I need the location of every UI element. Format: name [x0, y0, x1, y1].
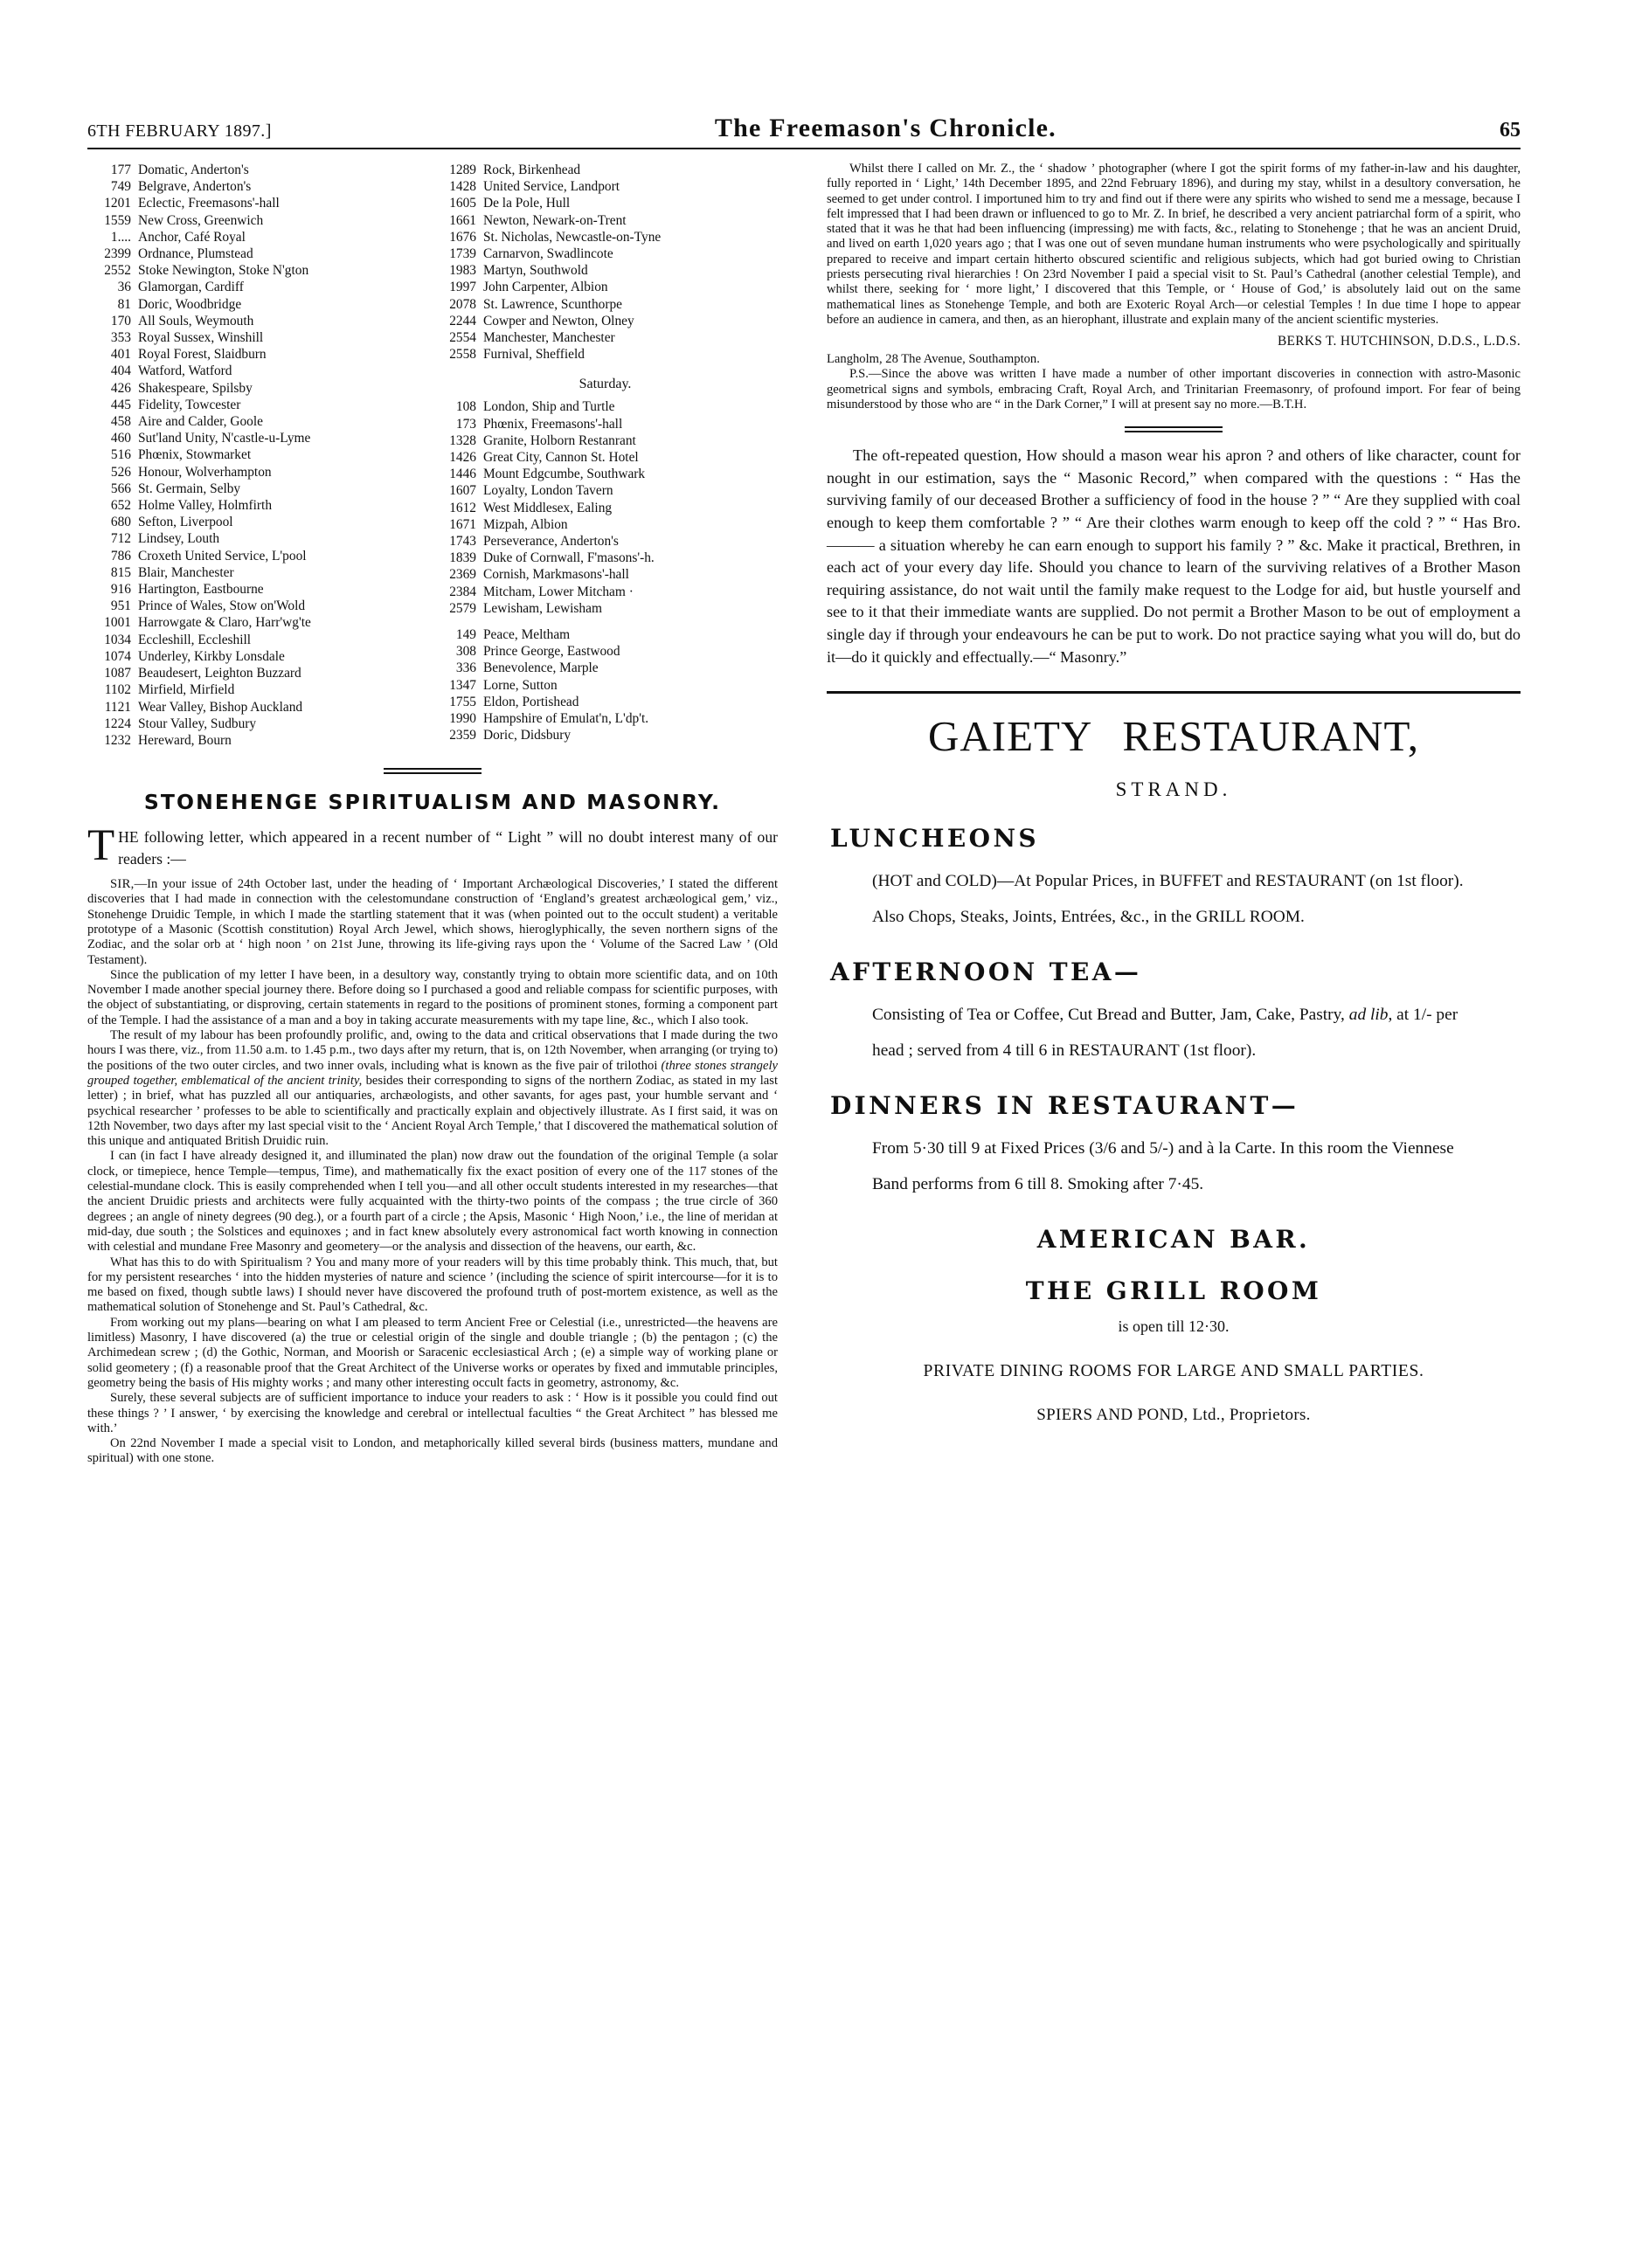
lodge-name: Holme Valley, Holmfirth — [138, 498, 273, 514]
lodge-list-item — [433, 710, 778, 727]
lodge-list-item — [433, 466, 778, 482]
lodge-list-column-two — [433, 162, 778, 749]
lodge-list-item — [433, 533, 778, 550]
letter-paragraph-5: What has this to do with Spiritualism ? You and many more of your readers will by this time probably think. This much, that, but for my persistent researches ‘ into the hidden mysteries of nature and science ’ (including the science of spirit intercourse—for it is to me based on fixed, though subtle laws) I should never have discovered the profound truth of post-mortem existence, as well as the mathematical solution of Stonehenge and St. Paul’s Cathedral, &c. — [87, 1255, 778, 1315]
lodge-number: 177 — [110, 162, 131, 177]
lodge-name: Hartington, Eastbourne — [138, 582, 264, 598]
lodge-name: Shakespeare, Spilsby — [138, 380, 253, 396]
lodge-list-item — [87, 313, 433, 329]
para-3-part-b: besides their corresponding to signs of the northern Zodiac, as stated in my last letter) ; in brief, what has puzzled all our antiquaries, archæologists, and other savants, for ages past, your humble servant and ‘ psychical researcher ’ professes to be able to scientifically and practically explain and objectively illustrate. As I first said, it was on 12th November, two days after my last special visit to the ‘ Ancient Royal Arch Temple,’ that I discovered the mathematical solution of this unique and antiquated British Druidic ruin. — [87, 1073, 778, 1149]
issue-date: 6TH FEBRUARY 1897.] — [87, 121, 272, 141]
lodge-list-item — [433, 262, 778, 279]
lodge-list-item — [433, 643, 778, 660]
header-rule — [87, 148, 1521, 149]
tea-body-b: , at 1/- per head ; served from 4 till 6 in RESTAURANT (1st floor). — [872, 1006, 1458, 1061]
lodge-name: Newton, Newark-on-Trent — [483, 212, 627, 228]
lodge-number: 1743 — [449, 534, 476, 550]
lodge-name: St. Lawrence, Scunthorpe — [483, 296, 622, 312]
letter-paragraph-9: Whilst there I called on Mr. Z., the ‘ shadow ’ photographer (where I got the spirit forms of my father-in-law and his daughter, fully reported in ‘ Light,’ 14th December 1895, and 22nd February 1896), and during my stay, whilst in a desultory conversation, he seemed to get under control. I importuned him to try and find out if there were any spirits who wished to send me a message, because I felt impressed that I had been drawn or influenced to go to Mr. Z. In brief, he described a very ancient patriarchal form of a spirit, who stated that it was he that had been influencing (impressing) me with facts, &c., relating to Stonehenge ; that he was an ancient Druid, and lived on earth 1,020 years ago ; that I was one out of seven mundane human instruments who were psychologically and spiritually prepared to receive and impart certain hitherto obscured scientific and religious subjects, which had got buried owing to Christian priests persecuting rival hierarchies ! On 23rd November I paid a special visit to St. Paul’s Cathedral (another celestial Temple), and whilst there, seeking for ‘ more light,’ I discovered that this Temple, or ‘ House of God,’ is absolutely laid out on the same mathematical lines as Stonehenge Temple, and both are Exoteric Royal Arch—or celestial Temples ! In due time I hope to appear before an audience in camera, and then, as an hierophant, illustrate and explain many of the ancient scientific mysteries. — [827, 162, 1521, 327]
lodge-name: Prince George, Eastwood — [483, 644, 620, 660]
letter-paragraph-6: From working out my plans—bearing on what I am pleased to term Ancient Free or Celestial (i.e., unrestricted—the heavens are limitless) Masonry, I have discovered (a) the true or celestial origin of the single and double triangle ; (b) the pentagon ; (c) the Archimedean screw ; (d) the Gothic, Norman, and Moorish or Saracenic ecclesiastical Arch ; (e) a simple way of working plane or solid geometery ; (f) a reasonable proof that the Great Architect of the Universe works or operates by fixed and immutable principles, geometry being the basis of His mighty works ; and many other interesting occult facts in geometry, astronomy, &c. — [87, 1315, 778, 1390]
lodge-list-item — [87, 212, 433, 229]
lodge-name: Stoke Newington, Stoke N'gton — [138, 263, 309, 279]
lodge-number: 1983 — [449, 263, 476, 279]
lodge-name: Granite, Holborn Restanrant — [483, 432, 636, 448]
lodge-number: 404 — [110, 363, 131, 379]
lodge-name: Wear Valley, Bishop Auckland — [138, 699, 303, 715]
lodge-number: 712 — [110, 531, 131, 547]
letter-signature: BERKS T. HUTCHINSON, D.D.S., L.D.S. — [1277, 334, 1521, 349]
lodge-list-item — [433, 584, 778, 600]
lodge-list-item — [87, 530, 433, 547]
saturday-heading: Saturday. — [579, 377, 632, 392]
newspaper-page — [87, 114, 1521, 1467]
lodge-number: 2554 — [449, 330, 476, 346]
ad-dinners-body: From 5·30 till 9 at Fixed Prices (3/6 and 5/-) and à la Carte. In this room the Viennese Band performs from 6 till 8. Smoking after 7·45. — [872, 1139, 1454, 1194]
lodge-number: 353 — [110, 330, 131, 346]
lodge-name: Sut'land Unity, N'castle-u-Lyme — [138, 431, 311, 446]
lodge-name: Mount Edgcumbe, Southwark — [483, 467, 646, 482]
para-3-italic: (three stones strangely grouped together, emblematical of the ancient trinity, — [87, 1058, 778, 1088]
lodge-list-item — [433, 660, 778, 676]
lodge-number: 1605 — [449, 196, 476, 211]
lodge-name: Doric, Woodbridge — [138, 296, 242, 312]
lodge-name: St. Germain, Selby — [138, 481, 241, 496]
lodge-number: 81 — [117, 296, 131, 312]
lodge-number: 2359 — [449, 728, 476, 743]
lodge-list-item — [433, 212, 778, 229]
ad-location: STRAND. — [1115, 778, 1232, 801]
ad-luncheons-body: (HOT and COLD)—At Popular Prices, in BUFFET and RESTAURANT (on 1st floor). Also Chops, Steaks, Joints, Entrées, &c., in the GRILL ROOM. — [872, 872, 1464, 927]
running-head — [87, 114, 1521, 143]
lodge-list-item — [87, 581, 433, 598]
lodge-list-item — [87, 464, 433, 481]
lodge-number: 2399 — [104, 246, 131, 262]
lodge-list-item — [433, 677, 778, 694]
lodge-number: 149 — [455, 627, 476, 643]
lodge-number: 1839 — [449, 550, 476, 566]
lodge-list-item — [433, 500, 778, 516]
lodge-number: 749 — [110, 179, 131, 195]
lodge-number: 2558 — [449, 347, 476, 363]
lodge-name: Sefton, Liverpool — [138, 515, 233, 530]
lodge-list-item — [87, 681, 433, 698]
lodge-name: Ordnance, Plumstead — [138, 246, 253, 262]
lodge-number: 1739 — [449, 246, 476, 262]
lodge-name: St. Nicholas, Newcastle-on-Tyne — [483, 229, 662, 245]
ad-restaurant-name — [827, 711, 1521, 761]
lodge-name: Loyalty, London Tavern — [483, 483, 613, 499]
lodge-number: 1328 — [449, 432, 476, 448]
letter-paragraph-1 — [87, 877, 778, 968]
ad-name-restaurant: RESTAURANT, — [1122, 712, 1419, 761]
lodge-list-item — [87, 446, 433, 463]
lodge-number: 308 — [455, 644, 476, 660]
lodge-number: 1232 — [104, 732, 131, 748]
left-column — [87, 162, 778, 1467]
letter-salutation: SIR, — [110, 877, 135, 892]
letter-paragraph-4: I can (in fact I have already designed it, and illuminated the plan) now draw out the foundation of the original Temple (a solar clock, or timepiece, hence Temple—tempus, Time), and mathematically fix the exact position of every one of the 117 stones of the celestial-mundane clock. This is easily comprehended when I tell you—and all other occult students interested in my researches—that the ancient Druidic priests and architects were fully acquainted with the thirty-two points of the compass ; the true circle of 360 degrees ; an angle of ninety degrees (90 deg.), or a fourth part of a circle ; the Apsis, Masonic ‘ High Noon,’ i.e., the line of meridan at mid-day, due south ; the Solstices and equinoxes ; and in fact knew absolutely every astronomical fact worth knowing in connection with celestial and mundane Free Masonry and geometery—or the analysis and dissection of the heavens, our earth, &c. — [87, 1149, 778, 1255]
lodge-name: Phœnix, Stowmarket — [138, 447, 252, 463]
lodge-name: Manchester, Manchester — [483, 330, 615, 346]
letter-paragraph-7: Surely, these several subjects are of sufficient importance to induce your readers to ask : ‘ How is it possible you could find out these things ? ’ I answer, ‘ by exercising the knowledge and cerebral or intellectual faculties “ the Great Architect ” has blessed me with.’ — [87, 1391, 778, 1435]
lodge-list-item — [433, 432, 778, 449]
lodge-list-item — [87, 564, 433, 581]
lodge-number: 680 — [110, 515, 131, 530]
lodge-list-item — [433, 279, 778, 295]
lodge-list-item — [433, 516, 778, 533]
lodge-list-item — [433, 416, 778, 432]
lodge-number: 1997 — [449, 280, 476, 295]
ad-dinners-heading: DINNERS IN RESTAURANT— — [830, 1091, 1299, 1121]
lodge-list-item — [87, 162, 433, 178]
lodge-number: 652 — [110, 498, 131, 514]
lodge-number: 458 — [110, 414, 131, 430]
ad-grill-room-hours: is open till 12·30. — [1118, 1317, 1230, 1336]
lodge-number: 786 — [110, 548, 131, 564]
lodge-number: 1428 — [449, 179, 476, 195]
ad-luncheons-heading: LUNCHEONS — [830, 824, 1040, 854]
lodge-name: Carnarvon, Swadlincote — [483, 246, 613, 262]
lodge-name: Cowper and Newton, Olney — [483, 313, 634, 328]
lodge-list-item — [87, 481, 433, 497]
lodge-number: 916 — [110, 582, 131, 598]
lodge-number: 170 — [110, 313, 131, 328]
lodge-name: Peace, Meltham — [483, 627, 571, 643]
lodge-number: 1087 — [104, 666, 131, 681]
lodge-list-item — [433, 329, 778, 346]
masonry-note: The oft-repeated question, How should a mason wear his apron ? and others of like character, count for nought in our estimation, says the “ Masonic Record,” when compared with the questions : “ Has the surviving family of our deceased Brother a sufficiency of food in the house ? ” “ Are they supplied with coal enough to keep them comfortable ? ” “ Are their clothes warm enough to keep off the cold ? ” “ Has Bro. ——— a situation whereby he can earn enough to support his family ? ” &c. Make it practical, Brethren, in each act of your every day life. Should you chance to learn of the surviving relatives of a Brother Mason requiring assistance, do not wait until the family make request to the Lodge for aid, but hustle yourself and see to it that their immediate wants are supplied. Do not permit a Brother Mason to be out of employment a single day if through your endeavours he can be put to work. Do not practice saying what you will do, but do it—do it quickly and effectually.—“ Masonry.” — [827, 446, 1521, 666]
lodge-name: Great City, Cannon St. Hotel — [483, 450, 639, 466]
lodge-list-item — [87, 262, 433, 279]
lodge-name: Hereward, Bourn — [138, 732, 232, 748]
lodge-list-item — [87, 397, 433, 413]
lodge-list-item — [87, 363, 433, 379]
lodge-list-item — [87, 548, 433, 564]
lodge-name: Fidelity, Towcester — [138, 397, 241, 412]
lodge-list-item — [87, 497, 433, 514]
lodge-number: 1034 — [104, 632, 131, 647]
lodge-number: 1446 — [449, 467, 476, 482]
letter-postscript: P.S.—Since the above was written I have made a number of other important discoveries in connection with astro-Masonic geometrical signs and symbols, embracing Craft, Royal Arch, and Trinitarian Freemasonry, of profound import. For fear of being misunderstood by those who are “ in the Dark Corner,” I will at present say no more.—B.T.H. — [827, 367, 1521, 411]
lodge-name: Rock, Birkenhead — [483, 162, 581, 177]
ad-grill-room-heading: THE GRILL ROOM — [1025, 1276, 1322, 1306]
lodge-name: Phœnix, Freemasons'-hall — [483, 416, 623, 432]
lodge-name: Honour, Wolverhampton — [138, 464, 272, 480]
lodge-list-item — [433, 346, 778, 363]
lodge-name: Blair, Manchester — [138, 564, 234, 580]
lodge-number: 516 — [110, 447, 131, 463]
lodge-number: 2369 — [449, 567, 476, 583]
lodge-number: 1559 — [104, 212, 131, 228]
column-gutter — [778, 162, 827, 1467]
lodge-name: Domatic, Anderton's — [138, 162, 249, 177]
lodge-number: 1607 — [449, 483, 476, 499]
lodge-name: Aire and Calder, Goole — [138, 414, 263, 430]
lodge-list-item — [433, 482, 778, 499]
lodge-name: Perseverance, Anderton's — [483, 534, 619, 550]
lodge-list-item — [87, 648, 433, 665]
letter-paragraph-2: Since the publication of my letter I have been, in a desultory way, constantly trying to obtain more scientific data, and on 10th November I made another special journey there. Before doing so I purchased a good and reliable compass for scientific purposes, with the object of substantiating, or disproving, certain statements in regard to the positions of prominent stones, forming a component part of the Temple. I had the assistance of a man and a boy in taking accurate measurements with my tape line, &c., which I also took. — [87, 967, 778, 1027]
lodge-number: 2078 — [449, 296, 476, 312]
lodge-number: 460 — [110, 431, 131, 446]
lodge-list-item — [433, 550, 778, 566]
lodge-name: Harrowgate & Claro, Harr'wg'te — [138, 615, 311, 631]
lodge-list-item — [87, 329, 433, 346]
lodge-list-item — [433, 626, 778, 643]
lodge-name: Watford, Watford — [138, 363, 232, 379]
lodge-name: Underley, Kirkby Lonsdale — [138, 648, 285, 664]
lodge-name: Lindsey, Louth — [138, 531, 220, 547]
letter-paragraph-1-text: —In your issue of 24th October last, under the heading of ‘ Important Archæological Discoveries,’ I stated the different discoveries that I had made in connection with the celestomundane construction of ‘England’s greatest archæological gem,’ viz., Stonehenge Druidic Temple, in which I made the startling statement that it was (when pointed out to the occult student) a veritable prototype of a Masonic (Scottish constitution) Royal Arch Jewel, which shows, hieroglyphically, the seven northern signs of the Zodiac, and the solar orb at ‘ high noon ’ on 21st June, throwing its life-giving rays upon the ‘ Volume of the Sacred Law ’ (Old Testament). — [87, 877, 778, 967]
lodge-name: Stour Valley, Sudbury — [138, 716, 257, 731]
lodge-number: 2552 — [104, 263, 131, 279]
lodge-list-item — [433, 600, 778, 617]
lodge-number: 1671 — [449, 516, 476, 532]
lodge-name: Glamorgan, Cardiff — [138, 280, 244, 295]
ad-name-gaiety: GAIETY — [928, 712, 1093, 761]
advertisement-top-rule — [827, 691, 1521, 694]
lodge-name: London, Ship and Turtle — [483, 399, 615, 415]
lodge-name: Duke of Cornwall, F'masons'-h. — [483, 550, 655, 566]
lodge-list-item — [87, 346, 433, 363]
lodge-number: 951 — [110, 598, 131, 614]
lodge-name: Lewisham, Lewisham — [483, 600, 602, 616]
gaiety-restaurant-advertisement — [827, 711, 1521, 1425]
letter-paragraph-8: On 22nd November I made a special visit to London, and metaphorically killed several birds (business matters, mundane and spiritual) with one stone. — [87, 1436, 778, 1466]
lodge-number: 108 — [455, 399, 476, 415]
lodge-list-item — [87, 178, 433, 195]
lodge-name: Lorne, Sutton — [483, 677, 558, 693]
lodge-name: Royal Forest, Slaidburn — [138, 347, 267, 363]
lodge-number: 1121 — [104, 699, 131, 715]
lodge-list-item — [87, 699, 433, 716]
lodge-name: All Souls, Weymouth — [138, 313, 254, 328]
lodge-list-item — [87, 732, 433, 749]
lodge-name: New Cross, Greenwich — [138, 212, 264, 228]
lodge-number: 1347 — [449, 677, 476, 693]
lodge-number: 426 — [110, 380, 131, 396]
drop-cap: T — [87, 821, 115, 871]
lodge-number: 1676 — [449, 229, 476, 245]
lodge-name: Furnival, Sheffield — [483, 347, 585, 363]
letter-address: Langholm, 28 The Avenue, Southampton. — [827, 352, 1040, 367]
lodge-name: Belgrave, Anderton's — [138, 179, 252, 195]
right-column — [827, 162, 1521, 1467]
lodge-list-item — [87, 632, 433, 648]
lodge-list-item — [87, 296, 433, 313]
lodge-number: 401 — [110, 347, 131, 363]
lodge-number: 1755 — [449, 694, 476, 709]
section-divider-rule — [384, 768, 482, 774]
lodge-number: 2244 — [449, 313, 476, 328]
lodge-list-item — [433, 398, 778, 415]
lodge-list-item — [433, 296, 778, 313]
ad-private-dining-rooms: PRIVATE DINING ROOMS FOR LARGE AND SMALL PARTIES. — [923, 1362, 1424, 1381]
list-spacer — [433, 617, 778, 626]
lodge-list-item — [433, 449, 778, 466]
article-lede — [87, 821, 778, 871]
lodge-list-item — [87, 229, 433, 245]
lodge-list-item — [433, 313, 778, 329]
lodge-number: 815 — [110, 564, 131, 580]
lodge-name: De la Pole, Hull — [483, 196, 571, 211]
page-number: 65 — [1500, 119, 1521, 142]
lodge-name: Anchor, Café Royal — [138, 229, 246, 245]
lodge-number: 1.... — [110, 229, 131, 245]
tea-body-a: Consisting of Tea or Coffee, Cut Bread and Butter, Jam, Cake, Pastry, — [872, 1006, 1349, 1025]
lodge-number: 1289 — [449, 162, 476, 177]
lodge-list-item — [87, 245, 433, 262]
ad-proprietors: SPIERS AND POND, Ltd., Proprietors. — [1036, 1406, 1311, 1425]
lodge-name: Eccleshill, Eccleshill — [138, 632, 252, 647]
lodge-name: West Middlesex, Ealing — [483, 500, 613, 515]
para-3-part-a: The result of my labour has been profoundly prolific, and, owing to the data and critical observations that I made during the two hours I was there, viz., from 11.50 a.m. to 1.45 p.m., two days after my return, that is, on 12th November, when arranging (or trying to) the positions of the two outer circles, and two inner ovals, including what is known as the five pair of trilothoi — [87, 1028, 779, 1073]
lodge-number: 1074 — [104, 648, 131, 664]
lodge-number: 1990 — [449, 711, 476, 727]
lodge-number: 1201 — [104, 196, 131, 211]
lodge-list-item — [433, 245, 778, 262]
lodge-number: 173 — [455, 416, 476, 432]
lodge-name: Martyn, Southwold — [483, 263, 588, 279]
lodge-number: 445 — [110, 397, 131, 412]
lodge-number: 526 — [110, 464, 131, 480]
lodge-number: 1224 — [104, 716, 131, 731]
lodge-list-item — [433, 195, 778, 211]
lodge-number: 566 — [110, 481, 131, 496]
lodge-list-item — [87, 514, 433, 530]
lodge-name: Croxeth United Service, L'pool — [138, 548, 307, 564]
lede-text: HE following letter, which appeared in a recent number of “ Light ” will no doubt interest many of our readers :— — [118, 828, 778, 868]
lodge-name: Cornish, Markmasons'-hall — [483, 567, 629, 583]
lodge-number: 1661 — [449, 212, 476, 228]
lodge-number: 1001 — [104, 615, 131, 631]
lodge-name: Mitcham, Lower Mitcham · — [483, 584, 634, 599]
lodge-list-item — [87, 598, 433, 614]
lodge-number: 1612 — [449, 500, 476, 515]
lodge-list-item — [433, 162, 778, 178]
ad-afternoon-tea-heading: AFTERNOON TEA— — [830, 958, 1142, 987]
letter-paragraph-3 — [87, 1028, 778, 1149]
ad-afternoon-tea-body — [827, 997, 1521, 1068]
lodge-list-item — [87, 413, 433, 430]
lodge-list-item — [87, 279, 433, 295]
lodge-name: Beaudesert, Leighton Buzzard — [138, 666, 301, 681]
lodge-name: United Service, Landport — [483, 179, 620, 195]
lodge-meeting-lists — [87, 162, 778, 749]
lodge-name: Mizpah, Albion — [483, 516, 568, 532]
lodge-number: 1102 — [104, 682, 131, 698]
lodge-list-item — [433, 178, 778, 195]
lodge-number: 1426 — [449, 450, 476, 466]
lodge-number: 336 — [455, 660, 476, 676]
lodge-name: Benevolence, Marple — [483, 660, 599, 676]
publication-title: The Freemason's Chronicle. — [714, 114, 1057, 142]
lodge-name: Eclectic, Freemasons'-hall — [138, 196, 280, 211]
lodge-list-item — [87, 665, 433, 681]
lodge-name: Eldon, Portishead — [483, 694, 579, 709]
lodge-list-column-one — [87, 162, 433, 749]
lodge-list-item — [87, 614, 433, 631]
lodge-number: 36 — [117, 280, 131, 295]
lodge-name: John Carpenter, Albion — [483, 280, 608, 295]
lodge-list-item — [433, 727, 778, 743]
lodge-number: 2384 — [449, 584, 476, 599]
lodge-list-item — [87, 716, 433, 732]
lodge-list-item — [87, 380, 433, 397]
lodge-number: 2579 — [449, 600, 476, 616]
lodge-list-item — [87, 195, 433, 211]
lodge-name: Royal Sussex, Winshill — [138, 330, 264, 346]
lodge-list-item — [433, 566, 778, 583]
lodge-name: Mirfield, Mirfield — [138, 682, 235, 698]
lodge-list-item — [87, 430, 433, 446]
note-divider-rule — [1125, 426, 1223, 432]
lodge-list-item — [433, 694, 778, 710]
lodge-name: Doric, Didsbury — [483, 728, 572, 743]
ad-american-bar-heading: AMERICAN BAR. — [1036, 1225, 1311, 1255]
page-columns — [87, 162, 1521, 1467]
lodge-name: Hampshire of Emulat'n, L'dp't. — [483, 711, 649, 727]
lodge-name: Prince of Wales, Stow on'Wold — [138, 598, 306, 614]
tea-body-italic: ad lib — [1348, 1006, 1389, 1025]
lodge-list-item — [433, 229, 778, 245]
article-title: STONEHENGE SPIRITUALISM AND MASONRY. — [143, 790, 722, 815]
